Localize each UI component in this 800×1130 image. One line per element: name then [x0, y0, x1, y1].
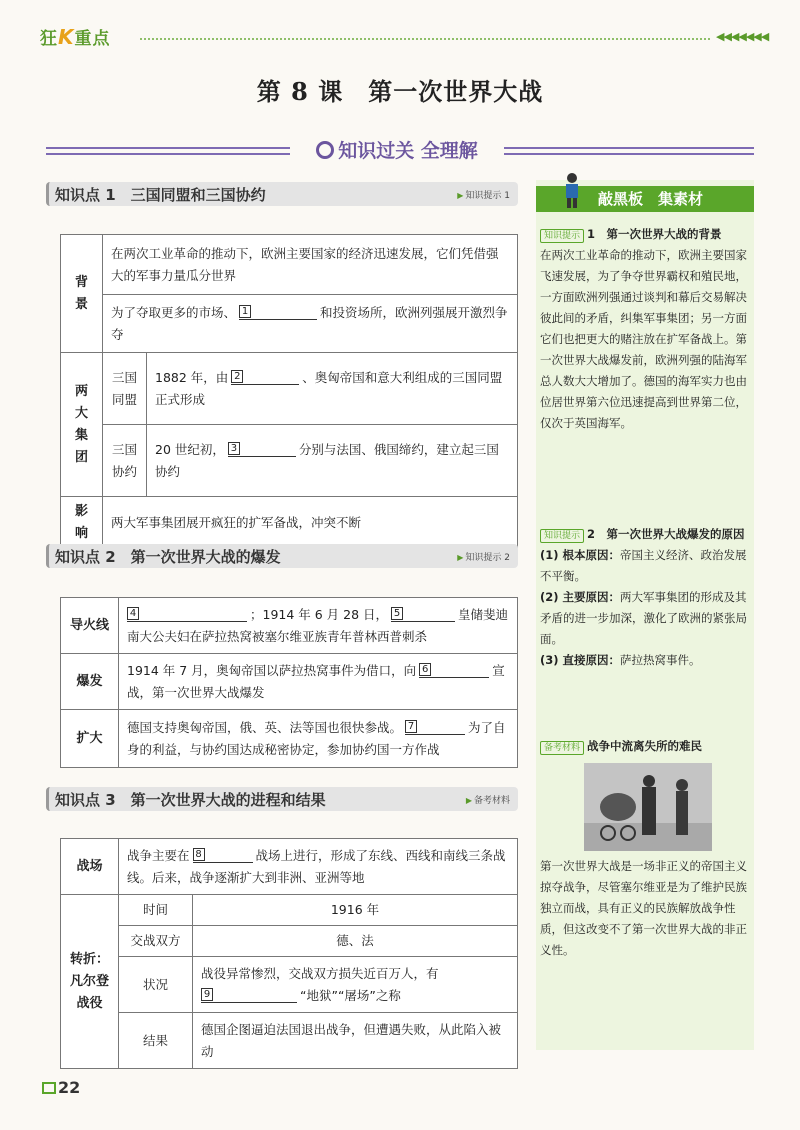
expand-label: 扩大 [61, 710, 119, 768]
person-icon [562, 172, 582, 208]
kp3-label: 知识点 3 第一次世界大战的进程和结果 [55, 791, 326, 809]
blank-9[interactable]: 9 [201, 987, 297, 1003]
entente-label: 三国协约 [103, 425, 147, 497]
alliance-text: 1882 年，由 2 、奥匈帝国和意大利组成的三国同盟正式形成 [147, 353, 518, 425]
groups-label: 两大 集团 [61, 353, 103, 497]
refresh-icon [316, 141, 334, 159]
expand-text: 德国支持奥匈帝国，俄、英、法等国也很快参战。 7 为了自身的利益，与协约国达成秘密协定，参加协约国一方作战 [119, 710, 518, 768]
sidebar-heading: 敲黑板 集素材 [536, 186, 754, 212]
tag-knowledge-hint-1: 知识提示 [540, 229, 584, 243]
section-divider-right [504, 147, 754, 155]
blank-6[interactable]: 6 [419, 662, 489, 678]
field-label: 战场 [61, 839, 119, 895]
sidebar-note-2: 知识提示 2 第一次世界大战爆发的原因 (1) 根本原因：帝国主义经济、政治发展不平衡。 (2) 主要原因：两大军事集团的形成及其矛盾的进一步加深，激化了欧洲的紧张局面。 (3) 直接原因：萨拉热窝事件。 [540, 527, 747, 667]
time-label: 时间 [119, 895, 193, 926]
sides-value: 德、法 [193, 926, 518, 957]
state-label: 状况 [119, 957, 193, 1013]
sidebar-panel [536, 180, 754, 1050]
result-label: 结果 [119, 1013, 193, 1069]
kp2-table [60, 597, 518, 768]
fuse-label: 导火线 [61, 598, 119, 654]
outbreak-label: 爆发 [61, 654, 119, 710]
header-dotted-line [140, 38, 710, 40]
header-arrows: ◀◀◀◀◀◀◀ [716, 30, 769, 43]
tag-exam-material: 备考材料 [540, 741, 584, 755]
section-divider-left [46, 147, 290, 155]
sides-label: 交战双方 [119, 926, 193, 957]
blank-4[interactable]: 4 [127, 606, 247, 622]
blank-1[interactable]: 1 [239, 304, 317, 320]
entente-text: 20 世纪初， 3 分别与法国、俄国缔约，建立起三国协约 [147, 425, 518, 497]
turning-point-label: 转折： 凡尔登 战役 [61, 895, 119, 1069]
kp3-table [60, 838, 518, 1069]
kp1-hint: ▶ 知识提示 1 [457, 188, 510, 201]
result-text: 德国企图逼迫法国退出战争，但遭遇失败，从此陷入被动 [193, 1013, 518, 1069]
alliance-label: 三国同盟 [103, 353, 147, 425]
sidebar-note-1-text: 在两次工业革命的推动下，欧洲主要国家飞速发展，为了争夺世界霸权和殖民地，一方面欧洲列强通过谈判和幕后交易解决彼此间的矛盾，纠集军事集团；另一方面它们也把更大的赌注放在扩军备战上。第一次世界大战爆发前，欧洲列强的陆海军总人数大大增加了。德国的海军实力也由位居世界第六位迅速提高到世界第二位，仅次于英国海军。 [540, 248, 747, 430]
refugees-photo [584, 763, 712, 851]
sidebar-note-3-text: 第一次世界大战是一场非正义的帝国主义掠夺战争，尽管塞尔维亚是为了维护民族独立而战，具有正义的民族解放战争性质，但这改变不了第一次世界大战的非正义性。 [540, 859, 747, 957]
blank-3[interactable]: 3 [228, 441, 296, 457]
knowledge-point-3-header [46, 787, 518, 811]
kp1-label: 知识点 1 三国同盟和三国协约 [55, 186, 266, 204]
kp2-hint: ▶ 知识提示 2 [457, 550, 510, 563]
blank-8[interactable]: 8 [193, 847, 253, 863]
lesson-title: 第 8 课 第一次世界大战 [256, 77, 544, 106]
knowledge-point-2-header [46, 544, 518, 568]
blank-5[interactable]: 5 [391, 606, 455, 622]
brand-logo: 狂K重点 [40, 25, 111, 49]
kp1-table [60, 234, 518, 550]
impact-label: 影响 [61, 497, 103, 550]
blank-2[interactable]: 2 [231, 369, 299, 385]
kp3-hint: ▶ 备考材料 [466, 793, 510, 806]
section-heading: 知识过关 全理解 [290, 136, 504, 163]
kp2-label: 知识点 2 第一次世界大战的爆发 [55, 548, 281, 566]
outbreak-text: 1914 年 7 月，奥匈帝国以萨拉热窝事件为借口，向 6 宣战，第一次世界大战爆发 [119, 654, 518, 710]
fuse-text: 4 ；1914 年 6 月 28 日， 5 皇储斐迪南大公夫妇在萨拉热窝被塞尔维亚族青年普林西普刺杀 [119, 598, 518, 654]
tag-knowledge-hint-2: 知识提示 [540, 529, 584, 543]
book-icon [42, 1082, 56, 1094]
impact-text: 两大军事集团展开疯狂的扩军备战，冲突不断 [103, 497, 518, 550]
bg-text-2: 为了夺取更多的市场、 1 和投资场所，欧洲列强展开激烈争夺 [103, 295, 518, 353]
sidebar-note-3-heading: 备考材料 战争中流离失所的难民 [540, 736, 752, 757]
field-text: 战争主要在 8 战场上进行，形成了东线、西线和南线三条战线。后来，战争逐渐扩大到非洲、亚洲等地 [119, 839, 518, 895]
state-text: 战役异常惨烈，交战双方损失近百万人，有 9 “地狱”“屠场”之称 [193, 957, 518, 1013]
knowledge-point-1-header [46, 182, 518, 206]
sidebar-note-1: 知识提示 1 第一次世界大战的背景 在两次工业革命的推动下，欧洲主要国家飞速发展，为了争夺世界霸权和殖民地，一方面欧洲列强通过谈判和幕后交易解决彼此间的矛盾，纠集军事集团；另一方面它们也把更大的赌注放在扩军备战上。第一次世界大战爆发前，欧洲列强的陆海军总人数大大增加了。德国的海军实力也由位居世界第六位迅速提高到世界第二位，仅次于英国海军。 [540, 224, 752, 434]
blank-7[interactable]: 7 [405, 719, 465, 735]
page-number: 22 [42, 1078, 80, 1097]
bg-label: 背景 [61, 235, 103, 353]
bg-text-1: 在两次工业革命的推动下，欧洲主要国家的经济迅速发展，它们凭借强大的军事力量瓜分世界 [103, 235, 518, 295]
time-value: 1916 年 [193, 895, 518, 926]
